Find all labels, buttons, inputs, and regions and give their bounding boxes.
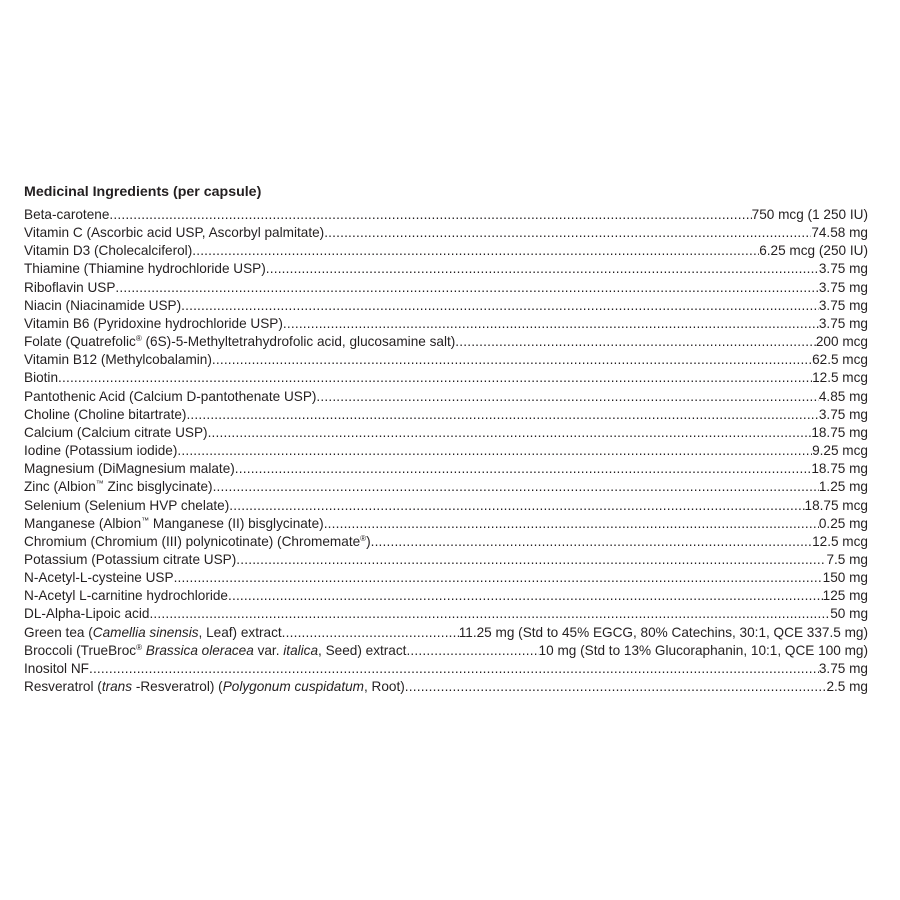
ingredient-amount: 3.75 mg [818,406,868,422]
dot-leader [186,406,818,424]
dot-leader [192,242,759,260]
dot-leader [115,279,818,297]
dot-leader [236,551,826,569]
ingredient-row [24,587,868,605]
dot-leader [455,333,816,351]
registered-mark: ® [135,334,142,344]
ingredient-amount: 3.75 mg [818,315,868,331]
ingredient-row [24,206,868,224]
ingredient-row [24,533,868,551]
ingredient-name: Vitamin D3 (Cholecalciferol) [24,243,193,259]
ingredient-name: Vitamin B12 (Methylcobalamin) [24,352,212,368]
ingredient-amount: 18.75 mg [811,461,868,477]
ingredient-row [24,660,868,678]
ingredient-row [24,478,868,496]
ingredient-amount: 7.5 mg [826,551,868,567]
ingredient-row [24,460,868,478]
trademark-mark: ™ [95,479,104,489]
trademark-mark: ™ [141,515,150,525]
ingredient-name-part: Resveratrol ( [24,679,102,695]
ingredient-name [24,678,405,696]
botanical-variety: italica [283,642,319,658]
ingredient-name-part: Broccoli (TrueBroc [24,642,137,658]
ingredient-name [24,515,324,533]
ingredient-amount: 10 mg (Std to 13% Glucoraphanin, 10:1, QCE 100 mg) [538,642,868,658]
ingredient-amount: 18.75 mcg [804,497,868,513]
ingredient-amount: 150 mg [822,570,868,586]
ingredient-row [24,315,868,333]
dot-leader [316,388,818,406]
ingredient-amount: 750 mcg (1 250 IU) [751,207,868,222]
ingredient-name: Thiamine (Thiamine hydrochloride USP) [24,261,266,277]
ingredient-amount: 11.25 mg (Std to 45% EGCG, 80% Catechins, 30:1, QCE 337.5 mg) [458,624,868,640]
ingredient-amount: 2.5 mg [826,679,868,695]
ingredient-row [24,224,868,242]
ingredient-amount: 3.75 mg [818,279,868,295]
ingredient-row [24,569,868,587]
registered-mark: ® [360,533,367,543]
dot-leader [177,442,812,460]
ingredient-row [24,424,868,442]
ingredient-row [24,406,868,424]
dot-leader [405,678,827,696]
dot-leader [208,424,812,442]
ingredient-row [24,551,868,569]
ingredient-name-part: var. [253,642,284,658]
dot-leader [266,260,819,278]
dot-leader [213,478,819,496]
ingredient-name-part: Folate (Quatrefolic [24,334,136,350]
ingredient-row [24,333,868,351]
dot-leader [89,660,819,678]
ingredient-row [24,260,868,278]
dot-leader [212,351,812,369]
ingredient-name: Vitamin B6 (Pyridoxine hydrochloride USP) [24,315,283,331]
ingredient-name: Beta-carotene [24,207,110,222]
ingredient-row [24,605,868,623]
ingredient-amount: 6.25 mcg (250 IU) [759,243,868,259]
ingredient-name: Magnesium (DiMagnesium malate) [24,461,235,477]
ingredient-amount: 74.58 mg [811,225,868,241]
ingredient-name: Biotin [24,370,59,386]
ingredient-row [24,678,868,696]
medicinal-ingredients-panel [24,183,868,696]
ingredient-amount: 0.25 mg [818,515,868,531]
ingredient-name: N-Acetyl L-carnitine hydrochloride [24,588,228,604]
dot-leader [228,587,823,605]
ingredient-row [24,297,868,315]
botanical-name: Brassica oleracea [145,642,254,658]
ingredient-name: Inositol NF [24,660,89,676]
ingredient-row [24,642,868,660]
ingredient-amount: 4.85 mg [818,388,868,404]
ingredient-amount: 200 mcg [815,334,868,350]
dot-leader [324,515,819,533]
ingredient-name-part: , Leaf) extract [198,624,282,640]
ingredient-name-part: -Resveratrol) ( [132,679,223,695]
ingredient-row [24,242,868,260]
dot-leader [229,497,804,515]
ingredient-name [24,333,455,351]
ingredient-name [24,478,213,496]
ingredient-name-part: , Root) [364,679,405,695]
ingredient-name: Iodine (Potassium iodide) [24,443,178,459]
ingredient-row [24,279,868,297]
ingredient-list [24,206,868,696]
ingredient-row [24,388,868,406]
ingredient-row [24,442,868,460]
ingredient-name [24,642,406,660]
ingredient-name: N-Acetyl-L-cysteine USP [24,570,174,586]
ingredient-row [24,515,868,533]
dot-leader [109,206,751,224]
ingredient-name: Vitamin C (Ascorbic acid USP, Ascorbyl palmitate) [24,225,325,241]
ingredient-amount: 12.5 mcg [812,533,868,549]
ingredient-name-part: (6S)-5-Methyltetrahydrofolic acid, glucosamine salt) [141,334,456,350]
ingredient-name-part: ) [366,533,371,549]
ingredient-amount: 9.25 mcg [812,443,868,459]
ingredient-amount: 18.75 mg [811,424,868,440]
dot-leader [283,315,819,333]
ingredient-name: Pantothenic Acid (Calcium D-pantothenate USP) [24,388,317,404]
ingredient-amount: 125 mg [822,588,868,604]
ingredient-name: Niacin (Niacinamide USP) [24,297,182,313]
ingredient-amount: 3.75 mg [818,297,868,313]
ingredient-amount: 62.5 mcg [812,352,868,368]
ingredient-name: Choline (Choline bitartrate) [24,406,187,422]
chemical-prefix: trans [101,679,133,695]
dot-leader [58,369,812,387]
dot-leader [181,297,819,315]
ingredient-name-part: , Seed) extract [318,642,407,658]
ingredient-row [24,497,868,515]
dot-leader [371,533,812,551]
dot-leader [174,569,823,587]
ingredient-name [24,533,371,551]
ingredient-name: Calcium (Calcium citrate USP) [24,424,208,440]
ingredient-name: Selenium (Selenium HVP chelate) [24,497,230,513]
dot-leader [282,624,459,642]
dot-leader [235,460,812,478]
ingredient-name: Potassium (Potassium citrate USP) [24,551,237,567]
panel-heading: Medicinal Ingredients (per capsule) [24,184,262,200]
ingredient-amount: 3.75 mg [818,660,868,676]
ingredient-row [24,369,868,387]
ingredient-name-part: Zinc (Albion [24,479,96,495]
ingredient-row [24,351,868,369]
ingredient-amount: 50 mg [830,606,868,622]
dot-leader [149,605,830,623]
registered-mark: ® [136,642,142,652]
ingredient-row [24,624,868,642]
ingredient-amount: 3.75 mg [818,261,868,277]
ingredient-name [24,624,282,642]
botanical-name: Polygonum cuspidatum [222,679,364,695]
ingredient-name: DL-Alpha-Lipoic acid [24,606,150,622]
dot-leader [324,224,811,242]
ingredient-name-part: Manganese (Albion [24,515,142,531]
ingredient-name-part: Green tea ( [24,624,93,640]
dot-leader [406,642,538,660]
ingredient-name-part: Chromium (Chromium (III) polynicotinate) (Chromemate [24,533,361,549]
ingredient-name: Riboflavin USP [24,279,116,295]
ingredient-name-part: Zinc bisglycinate) [103,479,213,495]
ingredient-amount: 12.5 mcg [812,370,868,386]
ingredient-amount: 1.25 mg [818,479,868,495]
botanical-name: Camellia sinensis [92,624,199,640]
ingredient-name-part: Manganese (II) bisglycinate) [149,515,324,531]
